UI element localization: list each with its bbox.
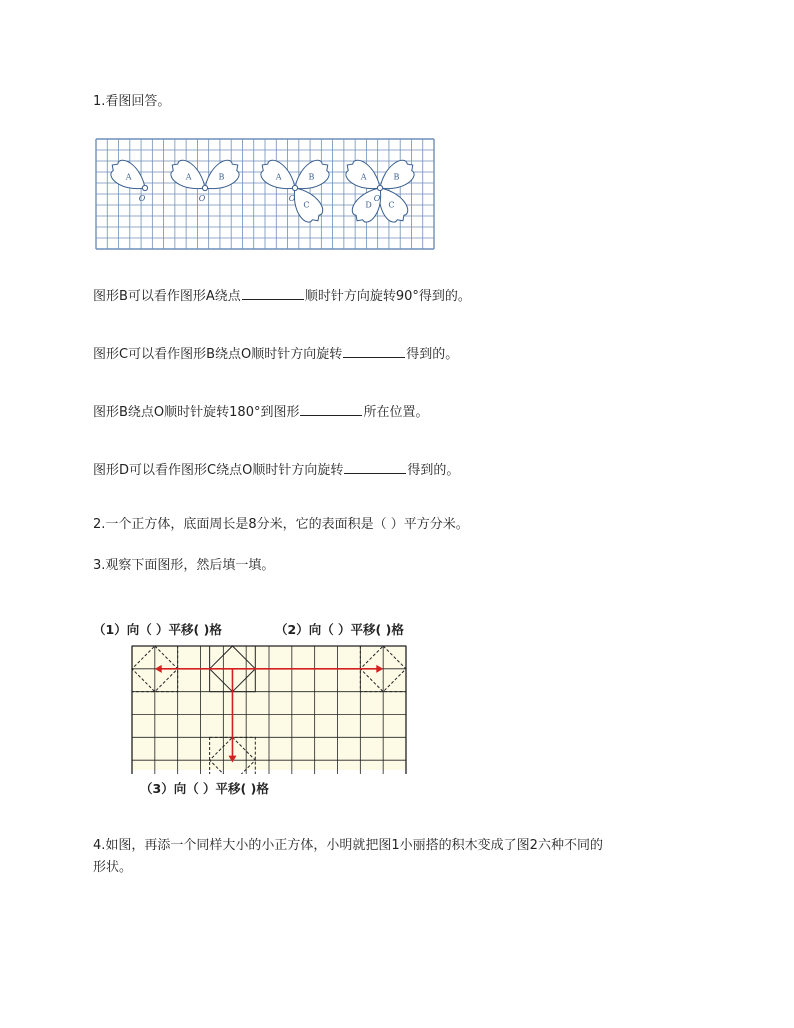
q1-item-1: 图形B可以看作图形A绕点 顺时针方向旋转90°得到的。: [93, 285, 471, 307]
answer-blank[interactable]: [344, 459, 406, 474]
translation-label-1: （1）向（ ）平移( )格: [93, 622, 222, 637]
q1-item-3: 图形B绕点O顺时针旋转180°到图形 所在位置。: [93, 401, 428, 423]
q1-item-4: 图形D可以看作图形C绕点O顺时针方向旋转 得到的。: [93, 459, 459, 481]
q3-title: 3.观察下面图形，然后填一填。: [93, 558, 275, 573]
answer-blank[interactable]: [300, 401, 362, 416]
q4-line-2: 形状。: [93, 860, 133, 875]
petal-letter: A: [360, 172, 367, 182]
petal-letter: C: [303, 200, 310, 210]
q2-text: 2.一个正方体，底面周长是8分米，它的表面积是（ ）平方分米。: [93, 517, 469, 532]
center-knot: [292, 185, 297, 190]
center-knot: [142, 185, 147, 190]
center-knot: [202, 185, 207, 190]
center-knot: [377, 185, 382, 190]
translation-grid-figure: [130, 644, 410, 774]
rotation-figure: [95, 138, 435, 250]
petal-letter: C: [388, 200, 395, 210]
point-o-label: O: [138, 194, 146, 203]
petal-letter: A: [185, 172, 192, 182]
q4-line-1: 4.如图，再添一个同样大小的小正方体，小明就把图1小丽搭的积木变成了图2六种不同的: [93, 838, 603, 853]
q1-title: 1.看图回答。: [93, 94, 171, 109]
petal-letter: B: [308, 172, 315, 182]
point-o-label: O: [288, 194, 296, 203]
petal-letter: B: [393, 172, 400, 182]
answer-blank[interactable]: [343, 343, 405, 358]
petal-letter: A: [125, 172, 132, 182]
petal-letter: A: [275, 172, 282, 182]
answer-blank[interactable]: [242, 285, 304, 300]
petal-letter: D: [365, 200, 372, 210]
petal-letter: B: [218, 172, 225, 182]
point-o-label: O: [198, 194, 206, 203]
q1-item-2: 图形C可以看作图形B绕点O顺时针方向旋转 得到的。: [93, 343, 458, 365]
point-o-label: O: [373, 194, 381, 203]
translation-label-3: （3）向（ ）平移( )格: [140, 781, 269, 796]
translation-label-2: （2）向（ ）平移( )格: [275, 622, 404, 637]
